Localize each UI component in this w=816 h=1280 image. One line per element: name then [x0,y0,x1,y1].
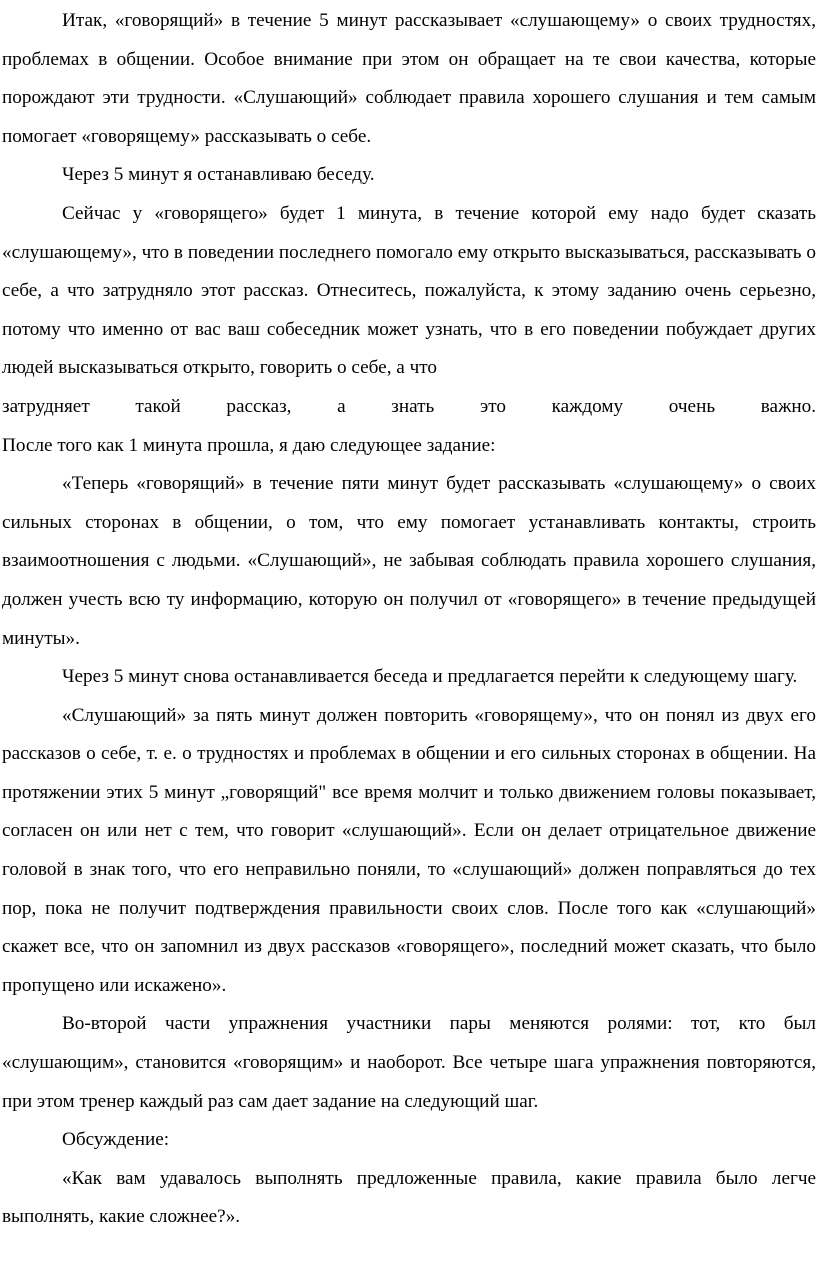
paragraph-next-step: Через 5 минут снова останавливается беседа и предлагается перейти к следующему шагу. [62,666,798,688]
paragraph-feedback-continuation: затрудняет такой рассказ, а знать это каждому очень важно. [2,395,816,417]
paragraph-swap-roles: Во-второй части упражнения участники пары меняются ролями: тот, кто был «слушающим», становится «говорящим» и наоборот. Все четыре шага упражнения повторяются, при этом тренер каждый раз сам дает задание на следующий шаг. [2,1013,816,1112]
paragraph-next-task-intro: После того как 1 минута прошла, я даю следующее задание: [2,434,496,456]
paragraph-discussion-question: «Как вам удавалось выполнять предложенные правила, какие правила было легче выполнять, какие сложнее?». [2,1167,816,1228]
paragraph-listener-repeats: «Слушающий» за пять минут должен повторить «говорящему», что он понял из двух его рассказов о себе, т. е. о трудностях и проблемах в общении и его сильных сторонах в общении. На протяжении этих 5 минут „говорящий" все время молчит и только движением головы показывает, согласен он или нет с тем, что говорит «слушающий». Если он делает отрицательное движение головой в знак того, что его неправильно поняли, то «слушающий» должен поправляться до тех пор, пока не получит подтверждения правильности своих слов. После того как «слушающий» скажет все, что он запомнил из двух рассказов «говорящего», последний может сказать, что было пропущено или искажено». [2,704,816,996]
paragraph-stop-conversation: Через 5 минут я останавливаю беседу. [62,164,375,186]
paragraph-one-minute-feedback: Сейчас у «говорящего» будет 1 минута, в течение которой ему надо будет сказать «слушающему», что в поведении последнего помогало ему открыто высказываться, рассказывать о себе, а что затрудняло этот рассказ. Отнеситесь, пожалуйста, к этому заданию очень серьезно, потому что именно от вас ваш собеседник может узнать, что в его поведении побуждает других людей высказываться открыто, говорить о себе, а что [2,202,816,379]
paragraph-discussion-heading: Обсуждение: [62,1129,170,1151]
paragraph-speaker-difficulties: Итак, «говорящий» в течение 5 минут рассказывает «слушающему» о своих трудностях, проблемах в общении. Особое внимание при этом он обращает на те свои качества, которые порождают эти трудности. «Слушающий» соблюдает правила хорошего слушания и тем самым помогает «говорящему» рассказывать о себе. [2,10,816,147]
paragraph-strengths-task: «Теперь «говорящий» в течение пяти минут будет рассказывать «слушающему» о своих сильных сторонах в общении, о том, что ему помогает устанавливать контакты, строить взаимоотношения с людьми. «Слушающий», не забывая соблюдать правила хорошего слушания, должен учесть всю ту информацию, которую он получил от «говорящего» в течение предыдущей минуты». [2,473,816,649]
